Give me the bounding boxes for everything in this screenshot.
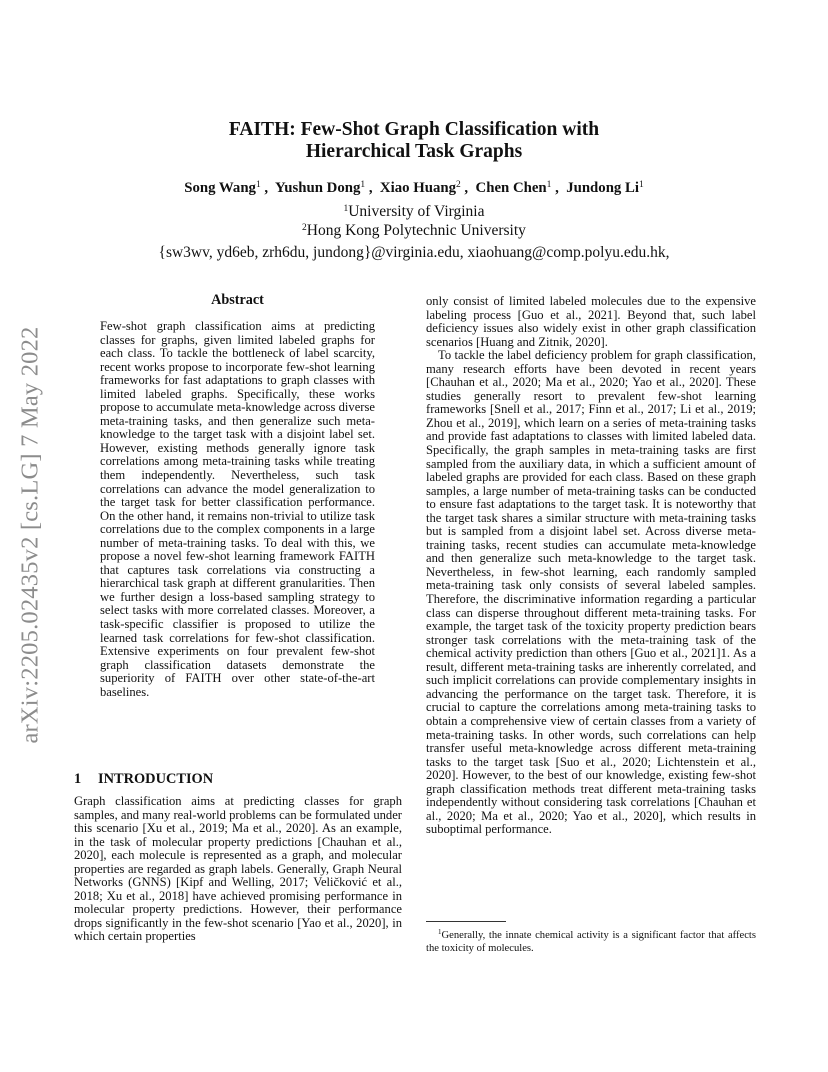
paper-title [100,119,728,163]
intro-paragraph-1: Graph classification aims at predicting classes for graph samples, and many real-world problems can be formulated under this scenario [Xu et al., 2019; Ma et al., 2020]. As an example, in the task of molecular property predictions [Chauhan et al., 2020], each molecule is represented as a graph, and molecular properties are regarded as graph labels. Generally, Graph Neural Networks (GNNS) [Kipf and Welling, 2017; Veličković et al., 2018; Xu et al., 2018] have achieved promising performance in molecular property predictions. However, their performance drops significantly in the few-shot scenario [Yao et al., 2020], in which certain properties [74,794,402,944]
right-column-text [426,295,756,837]
footnote-text: Generally, the innate chemical activity is a significant factor that affects the toxicity of molecules. [426,930,756,954]
affiliation-number: 1 [343,204,349,214]
arxiv-stamp: arXiv:2205.02435v2 [cs.LG] 7 May 2022 [17,326,45,744]
left-column-text [74,795,402,944]
affiliation-number: 2 [302,223,307,233]
author-list: Song Wang$^1$ , Yushun Dong$^1$ , Xiao Huang$^2$ , Chen Chen$^1$ , Jundong Li$^1$ [184,180,644,196]
author: Chen Chen [475,180,547,196]
affiliation-name: University of Virginia [348,203,485,220]
affiliation-name: Hong Kong Polytechnic University [306,222,526,239]
author-emails: {sw3wv, yd6eb, zrh6du, jundong}@virginia.edu, xiaohuang@comp.polyu.edu.hk, [158,244,670,261]
title-line-1: FAITH: Few-Shot Graph Classification with [228,119,600,140]
author-affiliation-mark: 1 [255,180,261,190]
author: Song Wang [184,180,256,196]
author-affiliation-mark: 1 [360,180,366,190]
author: Yushun Dong [274,180,361,196]
footnote-rule [426,921,506,922]
abstract-heading: Abstract [211,292,264,308]
section-heading [74,771,213,788]
intro-paragraph-2: To tackle the label deficiency problem for graph classification, many research efforts have been devoted in recent years [Chauhan et al., 2020; Ma et al., 2020; Yao et al., 2020]. These studies generally resort to prevalent few-shot learning frameworks [Snell et al., 2017; Finn et al., 2017; Li et al., 2019; Zhou et al., 2019], which learn on a series of meta-training tasks and provide fast adaptations to classes with limited labeled data. Specifically, the graph samples in meta-training tasks are first sampled from the auxiliary data, in which a sufficient amount of labeled graphs are provided for each class. Based on these graph samples, a large number of meta-training tasks can be conducted to ensure fast adaptations to the target task. It is noteworthy that the target task shares a similar structure with meta-training tasks but is sampled from a disjoint label set. Across diverse meta-training tasks, recent studies can accumulate meta-knowledge and then generalize such meta-knowledge to the target task. Nevertheless, in few-shot learning, each randomly sampled meta-training task only consists of several labeled samples. Therefore, the discriminative information regarding a particular class can disperse throughout different meta-training tasks. For example, the target task of the toxicity property prediction bears stronger task correlations with the meta-training task of the chemical activity prediction than others [Guo et al., 2021]1. As a result, different meta-training tasks are inherently correlated, and such implicit correlations can provide complementary insights in advancing the performance on the target task. Therefore, it is crucial to capture the correlations among meta-training tasks to obtain a comprehensive view of certain classes from a variety of meta-training tasks. In other words, such correlations can help transfer useful meta-knowledge across different meta-training tasks to the target task [Suo et al., 2020; Lichtenstein et al., 2020]. However, to the best of our knowledge, existing few-shot graph classification methods treat different meta-training tasks independently without considering task correlations [Chauhan et al., 2020; Ma et al., 2020; Yao et al., 2020], which results in suboptimal performance. [426,348,756,837]
author-affiliation-mark: 2 [455,180,461,190]
abstract-body [100,320,375,699]
intro-paragraph-1-continued: only consist of limited labeled molecules due to the expensive labeling process [Guo et al., 2021]. Beyond that, such label deficiency issues also widely exist in other graph classification scenarios [Huang and Zitnik, 2020]. [426,294,756,349]
footnote-number: 1 [438,928,442,936]
abstract-text: Few-shot graph classification aims at predicting classes for graphs, given limited labeled graphs for each class. To tackle the bottleneck of label scarcity, recent works propose to incorporate few-shot learning frameworks for fast adaptations to graph classes with limited labeled graphs. Specifically, these works propose to accumulate meta-knowledge across diverse meta-training tasks, and then generalize such meta-knowledge to the target task with a disjoint label set. However, existing methods generally ignore task correlations among meta-training tasks while treating them independently. Nevertheless, such task correlations can advance the model generalization to the target task for better classification performance. On the other hand, it remains non-trivial to utilize task correlations due to the complex components in a large number of meta-training tasks. To deal with this, we propose a novel few-shot learning framework FAITH that captures task correlations via constructing a hierarchical task graph at different granularities. Then we further design a loss-based sampling strategy to select tasks with more correlated classes. Moreover, a task-specific classifier is proposed to utilize the learned task correlations for few-shot classification. Extensive experiments on four prevalent few-shot graph classification datasets demonstrate the superiority of FAITH over other state-of-the-art baselines. [100,319,375,699]
affiliation-1 [80,203,748,221]
author: Jundong Li [566,180,639,196]
affiliation-2 [80,222,748,240]
author: Xiao Huang [379,180,456,196]
section-title: INTRODUCTION [98,771,214,787]
author-affiliation-mark: 1 [546,180,552,190]
section-number: 1 [74,771,82,787]
footnote [426,926,756,955]
title-line-2: Hierarchical Task Graphs [305,141,523,162]
author-affiliation-mark: 1 [639,180,644,190]
